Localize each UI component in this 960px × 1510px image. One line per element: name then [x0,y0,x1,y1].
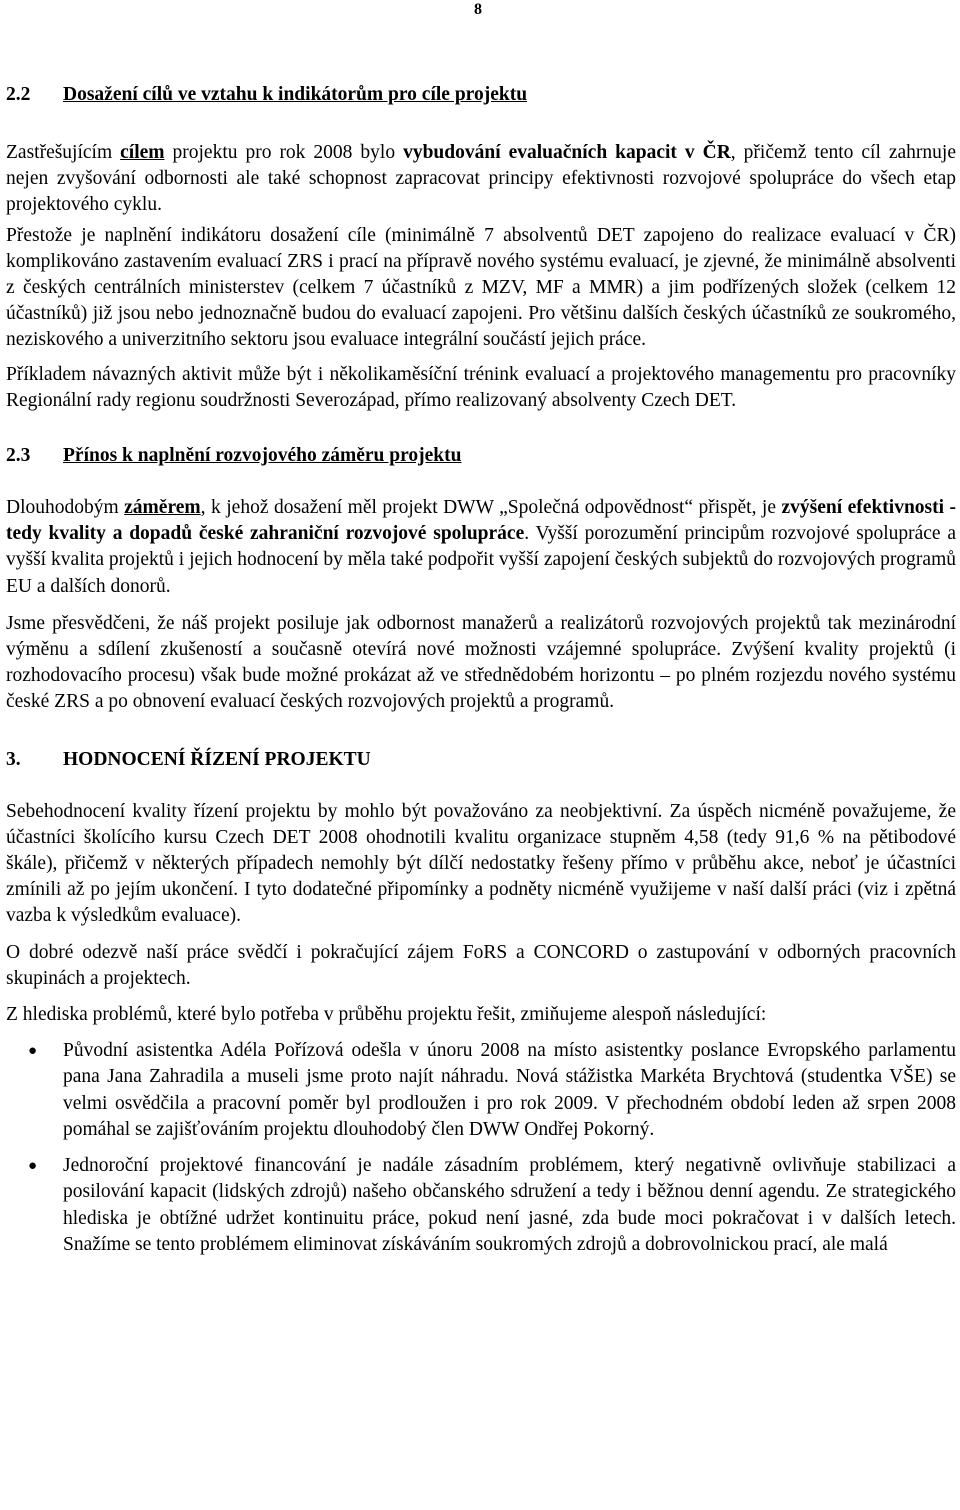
emphasis-text: zvýšení efektivnosti - tedy kvality a dopadů české zahraniční rozvojové spolupráce [6,497,957,545]
paragraph: Příkladem návazných aktivit může být i několikaměsíční trénink evaluací a projektového managementu pro pracovníky Regionální rady regionu soudržnosti Severozápad, přímo realizovaný absolventy Czech DET. [6,363,956,411]
text-run: , k jehož dosažení měl projekt DWW „Společná odpovědnost“ přispět, je [200,497,782,519]
text-run: projektu pro rok 2008 bylo [164,142,404,163]
section-number: 3. [6,748,21,770]
text-run: . Vyšší porozumění principům rozvojové spolupráce a vyšší kvalita projektů i jejich hodnocení by měla také podpořit vyšší zapojení českých subjektů do rozvojových programů EU a dalších donorů. [6,523,957,597]
section-heading-2-3 [6,443,956,469]
page-number: 8 [474,1,482,18]
text-run: Dlouhodobým [6,497,125,519]
list-item [6,1038,956,1143]
paragraph: Jsme přesvědčeni, že náš projekt posiluje jak odbornost manažerů a realizátorů rozvojových projektů tak mezinárodní výměnu a sdílení zkušeností a současně otevírá nové možnosti vzájemné spolupráce. Zvýšení kvality projektů (i rozhodovacího procesu) však bude možné prokázat až ve střednědobém horizontu – po plném rozjezdu nového systému české ZRS a po obnovení evaluací českých rozvojových projektů a programů. [6,612,956,713]
section-heading-3 [6,747,956,773]
bullet-icon: ● [28,1043,38,1060]
paragraph [6,140,956,219]
paragraph [6,495,956,600]
bullet-icon: ● [28,1158,38,1175]
paragraph: Přestože je naplnění indikátoru dosažení cíle (minimálně 7 absolventů DET zapojeno do realizace evaluací v ČR) komplikováno zastavením evaluací ZRS i prací na přípravě nového systému evaluací, je zjevné, že minimálně absolventi z českých centrálních ministerstev (celkem 7 účastníků z MZV, MF a MMR) a jim podřízených složek (celkem 12 účastníků) již jsou nebo jednoznačně budou do evaluací zapojeni. Pro většinu dalších českých účastníků ze soukromého, neziskového a univerzitního sektoru jsou evaluace integrální součástí jejich práce. [6,224,956,351]
problem-list [6,1038,956,1258]
section-heading-2-2 [6,82,956,108]
section-number: 2.3 [6,445,31,467]
paragraph: Sebehodnocení kvality řízení projektu by mohlo být považováno za neobjektivní. Za úspěch nicméně považujeme, že účastníci školícího kursu Czech DET 2008 ohodnotili kvalitu organizace stupněm 4,58 (tedy 91,6 % na pětibodové škále), přičemž v některých případech nemohly být dílčí nedostatky řešeny přímo v průběhu akce, neboť je účastníci zmínili až po jejím ukončení. I tyto dodatečné připomínky a podněty nicméně využijeme v naší další práci (viz i zpětná vazba k výsledkům evaluace). [6,800,956,927]
paragraph: O dobré odezvě naší práce svědčí i pokračující zájem FoRS a CONCORD o zastupování v odborných pracovních skupinách a projektech. [6,941,956,989]
list-item [6,1153,956,1258]
paragraph: Z hlediska problémů, které bylo potřeba v průběhu projektu řešit, zmiňujeme alespoň následující: [6,1004,767,1026]
section-number: 2.2 [6,84,31,105]
page-content [6,82,956,1258]
section-title: HODNOCENÍ ŘÍZENÍ PROJEKTU [63,748,371,770]
emphasis-goal: cílem [120,142,165,163]
emphasis-intent: záměrem [124,497,201,519]
list-item-text: Původní asistentka Adéla Pořízová odešla v únoru 2008 na místo asistentky poslance Evropského parlamentu pana Jana Zahradila a museli jsme proto najít náhradu. Nová stážistka Markéta Brychtová (studentka VŠE) se velmi osvědčila a pracovní poměr byl prodloužen i pro rok 2009. V přechodném období leden až srpen 2008 pomáhal se zajišťováním projektu dlouhodobý člen DWW Ondřej Pokorný. [63,1040,956,1140]
text-run: , přičemž tento cíl zahrnuje nejen zvyšování odbornosti ale také schopnost zapracovat principy efektivnosti rozvojové spolupráce do všech etap projektového cyklu. [6,142,957,216]
emphasis-text: vybudování evaluačních kapacit v ČR [403,142,731,163]
list-item-text: Jednoroční projektové financování je nadále zásadním problémem, který negativně ovlivňuje stabilizaci a posilování kapacit (lidských zdrojů) našeho občanského sdružení a tedy i běžnou denní agendu. Ze strategického hlediska je obtížné udržet kontinuitu práce, pokud není jasné, zda bude moci pokračovat i v dalších letech. Snažíme se tento problémem eliminovat získáváním soukromých zdrojů a dobrovolnickou prací, ale malá [63,1155,956,1255]
section-title: Přínos k naplnění rozvojového záměru projektu [63,445,462,467]
section-title: Dosažení cílů ve vztahu k indikátorům pro cíle projektu [63,84,528,105]
text-run: Zastřešujícím [6,142,121,163]
